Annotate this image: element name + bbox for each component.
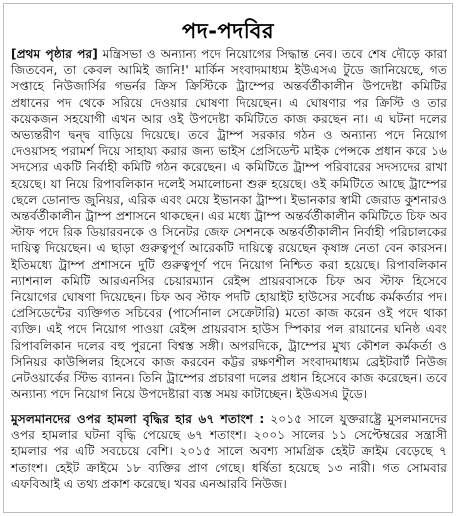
article-headline: পদ-পদবির [181,19,275,43]
paragraph-1-text: মন্ত্রিসভা ও অন্যান্য পদে নিয়োগের সিদ্ধান্ত নেব। তবে শেষ দৌড়ে কারা জিতবেন, তা কেবল আমিই জানি!' মার্কিন সংবাদমাধ্যম ইউএসএ টুডে জানিয়েছে, গত সপ্তাহে নিউজার্সির গভর্নর ক্রিস ক্রিস্টিকে ট্রাম্পের অন্তর্বর্তীকালীন উপদেষ্টা কমিটির প্রধানের পদ থেকে সরিয়ে দেওয়ার ঘোষণা দিয়েছেন। এ ঘোষণার পর ক্রিস্টি ও তার কয়েকজন সহযোগী এখন আর ওই উপদেষ্টা কমিটিতে কাজ করছেন না। এ ঘটনা দলের অভ্যন্তরীণ দ্বন্দ্ব বাড়িয়ে দিয়েছে। তবে ট্রাম্প সরকার গঠন ও অন্যান্য পদে নিয়োগ দেওয়াসহ পরামর্শ দিয়ে সাহায্য করার জন্য ভাইস প্রেসিডেন্ট মাইক পেন্সকে প্রধান করে ১৬ সদস্যের একটি নির্বাহী কমিটি গঠন করেছেন। এ কমিটিতে ট্রাম্প পরিবারের সদস্যদের রাখা হয়েছে। যা নিয়ে রিপাবলিকান দলেই সমালোচনা শুরু হয়েছে। ওই কমিটিতে আছে ট্রাম্পের ছেলে ডোনাল্ড জুনিয়র, এরিক এবং মেয়ে ইভানকা ট্রাম্প। ইভানকার স্বামী জেরাড কুশনারও অন্তর্বর্তীকালীন ট্রাম্প প্রশাসনে থাকছেন। এর মধ্যে ট্রাম্প অন্তর্বর্তীকালীন কমিটিতে চিফ অব স্টাফ পদে রিক ডিয়ারবনকে ও সিনেটর জেফ সেশনকে অন্তর্বর্তীকালীন নির্বাহী পরিচালকের দায়িত্ব দিয়েছেন। এ ছাড়া গুরুত্বপূর্ণ আরেকটি দায়িত্বে রয়েছেন কৃষাঙ্গ নেতা বেন কারসন। ইতিমধ্যে ট্রাম্প প্রশাসনে দুটি গুরুত্বপূর্ণ পদে নিয়োগ নিশ্চিত করা হয়েছে। রিপাবলিকান ন্যাশনাল কমিটি আরএনসির চেয়ারম্যান রেইন্স প্রায়রবাসকে চিফ অব স্টাফ হিসেবে নিয়োগের ঘোষণা দিয়েছেন। চিফ অব স্টাফ পদটি হোয়াইট হাউসের সর্বোচ্চ কর্মকর্তার পদ। প্রেসিডেন্টের ব্যক্তিগত সচিবের (পার্সোনাল সেক্রেটারি) মতো কাজ করেন ওই পদে থাকা ব্যক্তি। এই পদে নিয়োগ পাওয়া রেইন্স প্রায়রবাস হাউস স্পিকার পল রায়ানের ঘনিষ্ঠ এবং রিপাবলিকান দলের বহু পুরনো বিশ্বস্ত সঙ্গী। অপরদিকে, ট্রাম্পের মুখ্য কৌশল কর্মকর্তা ও সিনিয়র কাউন্সিলর হিসেবে কাজ করবেন কট্টর রক্ষণশীল সংবাদমাধ্যম ব্রেইটবার্ট নিউজ নেটওয়ার্কের স্টিভ ব্যানন। তিনি ট্রাম্পের প্রচারণা দলের প্রধান হিসেবে কাজ করেছেন। তবে অন্যান্য পদে নিয়োগ নিয়ে উপদেষ্টারা ব্যস্ত সময় কাটাচ্ছেন। ইউএসএ টুডে। [11,47,447,402]
paragraph-2-text: ২০১৫ সালে যুক্তরাষ্ট্রে মুসলমানদের ওপর হামলার ঘটনা বৃদ্ধি পেয়েছে ৬৭ শতাংশ। ২০০১ সালের ১১ সেপ্টেম্বরের সন্ত্রাসী হামলার পর এটি সবচেয়ে বেশি। ২০১৫ সালে অবশ্য সামগ্রিক হেইট ক্রাইম বেড়েছে ৭ শতাংশ। হেইট ক্রাইমে ১৮ ব্যক্তির প্রাণ গেছে। ধর্ষিতা হয়েছে ১৩ নারী। গত সোমবার এফবিআই এ তথ্য প্রকাশ করেছে। খবর এনআরবি নিউজ। [11,412,447,491]
article-paragraph-second [11,411,447,492]
article-paragraph-main [11,46,447,402]
news-clipping [3,3,453,513]
continuation-marker: [প্রথম পৃষ্ঠার পর] [11,47,98,61]
section-2-heading: মুসলমানদের ওপর হামলা বৃদ্ধির হার ৬৭ শতাংশ : [11,412,265,426]
